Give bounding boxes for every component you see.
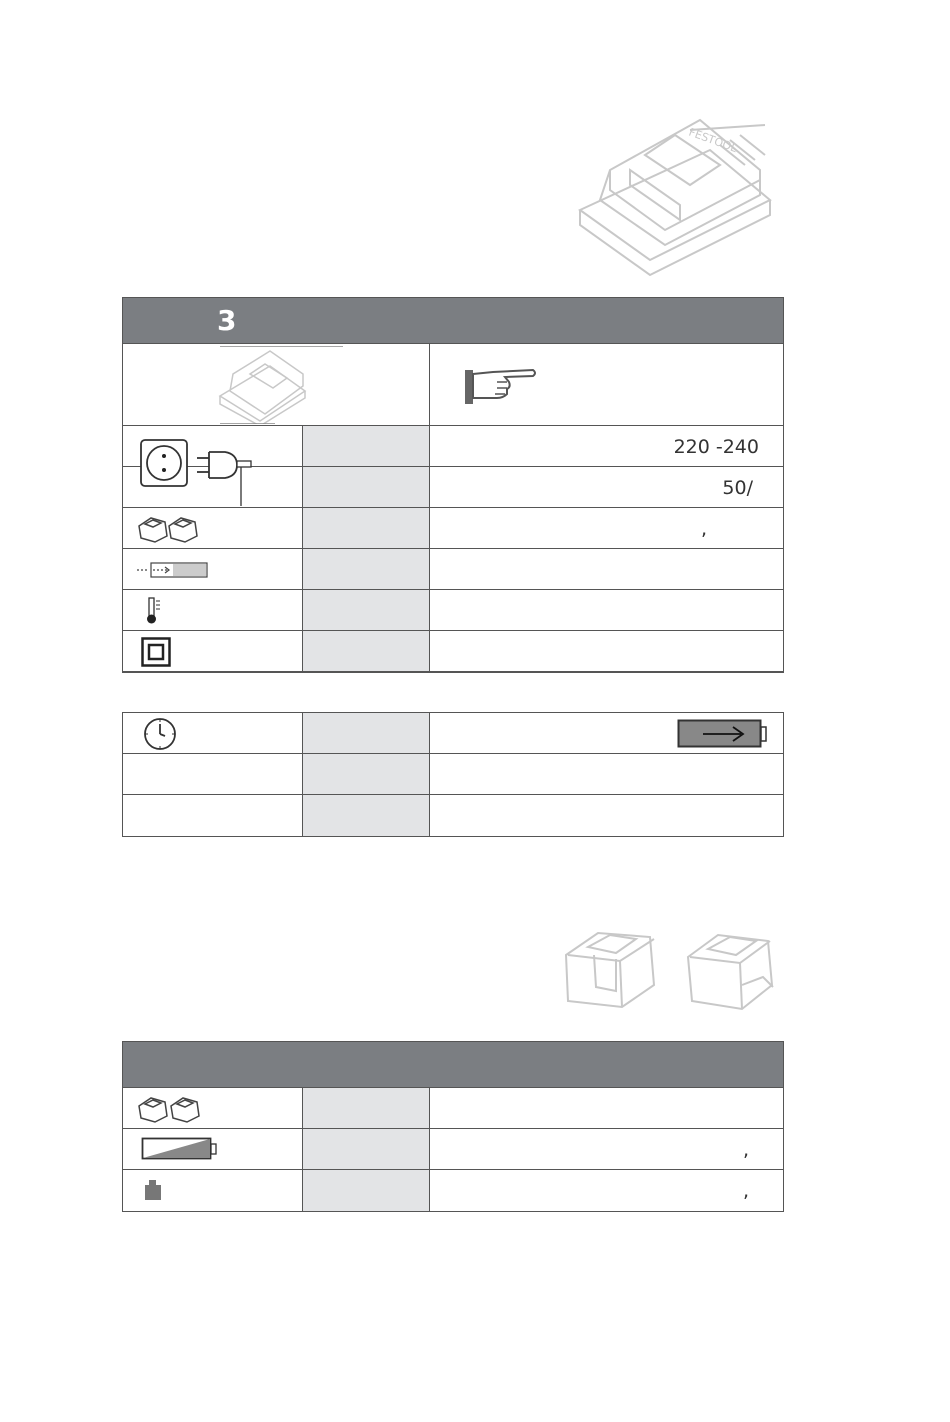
table-row — [123, 713, 783, 754]
power-socket-plug-icon — [139, 438, 259, 508]
table-row — [123, 590, 783, 631]
table-row — [123, 795, 783, 836]
battery-illustration — [558, 925, 783, 1015]
battery-capacity-icon — [141, 1137, 219, 1161]
illustration-row — [123, 344, 783, 426]
clock-icon — [143, 717, 177, 751]
svg-text:FESTOOL: FESTOOL — [686, 125, 739, 156]
charger-small-icon — [215, 346, 345, 424]
protection-class-ii-icon — [141, 637, 171, 667]
battery-value: , — [700, 518, 707, 540]
weight-value: , — [742, 1180, 749, 1202]
section-number: 3 — [217, 304, 237, 337]
charger-illustration — [570, 110, 780, 280]
table-row — [123, 508, 783, 549]
charger-specs-table — [122, 297, 784, 673]
table-row — [123, 631, 783, 672]
thermometer-icon — [145, 597, 165, 625]
battery-packs-icon — [137, 514, 201, 544]
table-row — [123, 1129, 783, 1170]
charging-current-icon — [137, 561, 211, 579]
frequency-value: 50/ — [722, 477, 753, 499]
charging-battery-icon — [677, 719, 769, 749]
table-row — [123, 754, 783, 795]
battery-packs-icon — [137, 1094, 203, 1124]
table-header — [123, 298, 783, 344]
capacity-value: , — [742, 1139, 749, 1161]
table-row — [123, 549, 783, 590]
voltage-value: 220 -240 — [673, 436, 759, 458]
weight-icon — [143, 1179, 163, 1201]
battery-specs-table — [122, 1041, 784, 1212]
table-header — [123, 1042, 783, 1088]
table-row — [123, 1170, 783, 1211]
pointing-hand-icon — [463, 364, 539, 408]
charge-time-table — [122, 712, 784, 837]
table-row — [123, 1088, 783, 1129]
